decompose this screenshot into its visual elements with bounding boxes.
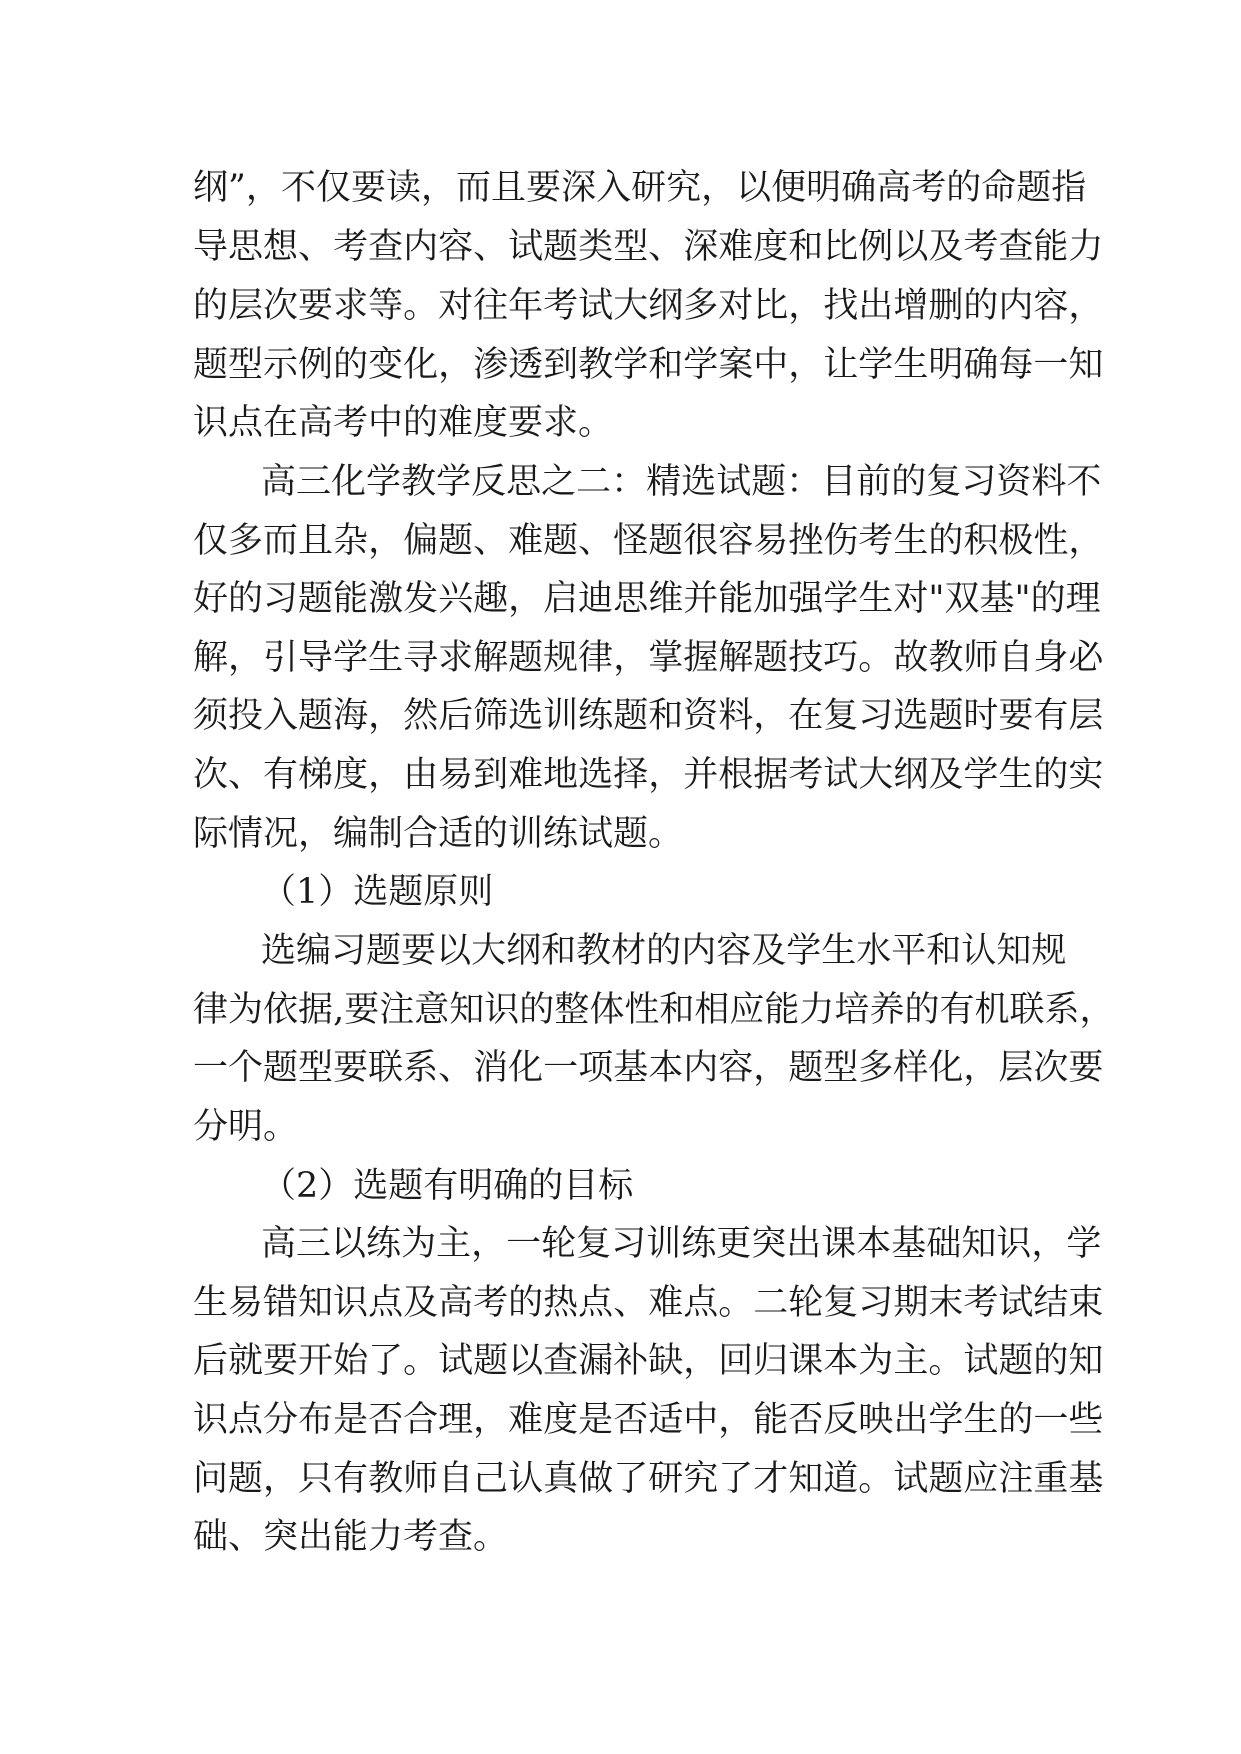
text-line: 好 的 习 题 能 激 发 兴 趣 ， 启 迪 思 维 并 能 加 强 学 生 对 " 双 基 " 的 理 bbox=[193, 579, 1101, 619]
text-line: 识 点 分 布 是 否 合 理 ， 难 度 是 否 适 中 ， 能 否 反 映 出 学 生 的 一 些 bbox=[193, 1400, 1104, 1440]
text-line: 生 易 错 知 识 点 及 高 考 的 热 点 、 难 点 。 二 轮 复 习 期 末 考 试 结 束 bbox=[193, 1283, 1104, 1323]
text-line: 际情况，编制合适的训练试题。 bbox=[193, 814, 684, 854]
text-line: 次 、 有 梯 度 ， 由 易 到 难 地 选 择 ， 并 根 据 考 试 大 纲 及 学 生 的 实 bbox=[193, 755, 1104, 795]
text-line: 一 个 题 型 要 联 系 、 消 化 一 项 基 本 内 容 ， 题 型 多 样 化 ， 层 次 要 bbox=[193, 1048, 1104, 1088]
paragraph-first-line: 高 三 以 练 为 主 ， 一 轮 复 习 训 练 更 突 出 课 本 基 础 知 识 ， 学 bbox=[261, 1224, 1102, 1264]
text-line: 须 投 入 题 海 ， 然 后 筛 选 训 练 题 和 资 料 ， 在 复 习 选 题 时 要 有 层 bbox=[193, 696, 1104, 736]
text-line: 的 层 次 要 求 等 。 对 往 年 考 试 大 纲 多 对 比 ， 找 出 增 删 的 内 容 ， bbox=[193, 286, 1104, 326]
text-line: 识点在高考中的难度要求。 bbox=[193, 403, 614, 443]
text-line: 础、突出能力考查。 bbox=[193, 1517, 509, 1557]
text-line: 仅 多 而 且 杂 ， 偏 题 、 难 题 、 怪 题 很 容 易 挫 伤 考 生 的 积 极 性 ， bbox=[193, 521, 1104, 561]
text-line: 问 题 ， 只 有 教 师 自 己 认 真 做 了 研 究 了 才 知 道 。 试 题 应 注 重 基 bbox=[193, 1459, 1104, 1499]
text-line: 纲 ” ， 不 仅 要 读 ， 而 且 要 深 入 研 究 ， 以 便 明 确 高 考 的 命 题 指 bbox=[193, 168, 1087, 208]
text-line: 后 就 要 开 始 了 。 试 题 以 查 漏 补 缺 ， 回 归 课 本 为 主 。 试 题 的 知 bbox=[193, 1341, 1104, 1381]
text-line: 律 为 依 据 , 要 注 意 知 识 的 整 体 性 和 相 应 能 力 培 养 的 有 机 联 系 ， bbox=[193, 990, 1115, 1030]
text-line: 题 型 示 例 的 变 化 ， 渗 透 到 教 学 和 学 案 中 ， 让 学 生 明 确 每 一 知 bbox=[193, 345, 1104, 385]
text-line: 分明。 bbox=[193, 1107, 299, 1147]
paragraph-first-line: 选 编 习 题 要 以 大 纲 和 教 材 的 内 容 及 学 生 水 平 和 认 知 规 bbox=[261, 931, 1067, 971]
text-line: 解 ， 引 导 学 生 寻 求 解 题 规 律 ， 掌 握 解 题 技 巧 。 故 教 师 自 身 必 bbox=[193, 638, 1104, 678]
text-line: 导 思 想 、 考 查 内 容 、 试 题 类 型 、 深 难 度 和 比 例 以 及 考 查 能 力 bbox=[193, 227, 1104, 267]
section-heading: （2）选题有明确的目标 bbox=[261, 1166, 634, 1206]
section-heading: （1）选题原则 bbox=[261, 872, 494, 912]
paragraph-first-line: 高 三 化 学 教 学 反 思 之 二 ： 精 选 试 题 ： 目 前 的 复 习 资 料 不 bbox=[261, 462, 1102, 502]
